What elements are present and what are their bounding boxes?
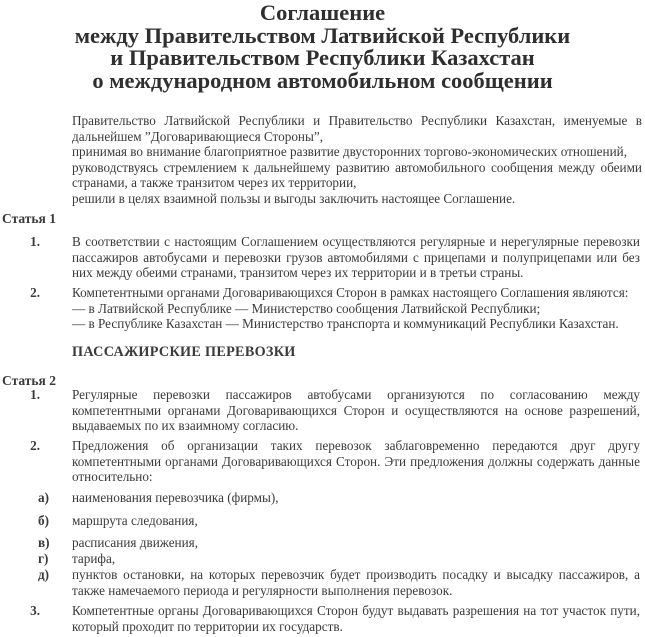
section-title: ПАССАЖИРСКИЕ ПЕРЕВОЗКИ	[72, 344, 296, 360]
document-title	[0, 2, 645, 92]
item-number: 3.	[30, 603, 40, 618]
subitem-letter: г)	[38, 551, 49, 566]
preamble-paragraph: принимая во внимание благоприятное развитие двусторонних торгово-экономических отношений,	[72, 144, 627, 160]
subitem-letter: в)	[38, 535, 50, 550]
preamble-paragraph: Правительство Латвийской Республики и Правительство Республики Казахстан, именуемые в дальнейшем ”Договаривающиеся Стороны”,	[72, 113, 642, 144]
article-2-heading: Статья 2	[2, 373, 56, 388]
article-1-item-2-text	[72, 285, 640, 332]
article-2-item-3-text: Компетентные органы Договаривающихся Сторон будут выдавать разрешения на тот участок пути, который проходит по территории их государств.	[72, 603, 640, 634]
item-number: 1.	[30, 234, 40, 249]
item-number: 2.	[30, 438, 40, 453]
text-line: — в Латвийской Республике — Министерство сообщения Латвийской Республики;	[72, 300, 541, 316]
preamble-paragraph: решили в целях взаимной пользы и выгоды заключить настоящее Соглашение.	[72, 190, 516, 206]
preamble-paragraph: руководствуясь стремлением к дальнейшему развитию автомобильного сообщения между обеими странами, а также транзитом через их территории,	[72, 159, 642, 191]
article-2-item-2-text: Предложения об организации таких перевозок заблаговременно передаются друг другу компетентными органами Договаривающихся Сторон. Эти предложения должны содержать данные относительно:	[72, 438, 640, 485]
title-line-2: между Правительством Латвийской Республики	[74, 22, 571, 48]
item-number: 2.	[30, 285, 40, 300]
title-line-3: и Правительством Республики Казахстан	[110, 45, 535, 70]
subitem-text: наименования перевозчика (фирмы),	[72, 490, 279, 505]
article-2-item-1-text: Регулярные перевозки пассажиров автобусами организуются по согласованию между компетентными органами Договаривающихся Сторон и осуществляются на основе разрешений, выдаваемых по их взаимному согласию.	[72, 387, 640, 434]
subitem-letter: б)	[38, 513, 49, 528]
subitem-text: расписания движения,	[72, 535, 199, 550]
subitem-letter: д)	[38, 567, 50, 582]
text-line: Компетентными органами Договаривающихся Сторон в рамках настоящего Соглашения являются:	[72, 285, 629, 300]
title-line-1: Соглашение	[259, 0, 386, 25]
subitem-text: пунктов остановки, на которых перевозчик будет производить посадку и высадку пассажиров, а также намечаемого периода и регулярности выполнения перевозок.	[72, 567, 640, 598]
subitem-text: маршрута следования,	[72, 513, 198, 528]
title-line-4: о международном автомобильном сообщении	[92, 67, 553, 93]
subitem-letter: а)	[38, 490, 49, 505]
article-1-heading: Статья 1	[2, 211, 56, 226]
article-1-item-1-text: В соответствии с настоящим Соглашением осуществляются регулярные и нерегулярные перевозки пассажиров автобусами и перевозки грузов автомобилями с прицепами и полуприцепами или без них между обеими странами, транзитом через их территории и в третьи страны.	[72, 234, 640, 281]
text-line: — в Республике Казахстан — Министерство транспорта и коммуникаций Республики Казахстан.	[72, 316, 619, 332]
subitem-text: тарифа,	[72, 551, 116, 566]
item-number: 1.	[30, 387, 40, 402]
preamble	[72, 113, 642, 207]
